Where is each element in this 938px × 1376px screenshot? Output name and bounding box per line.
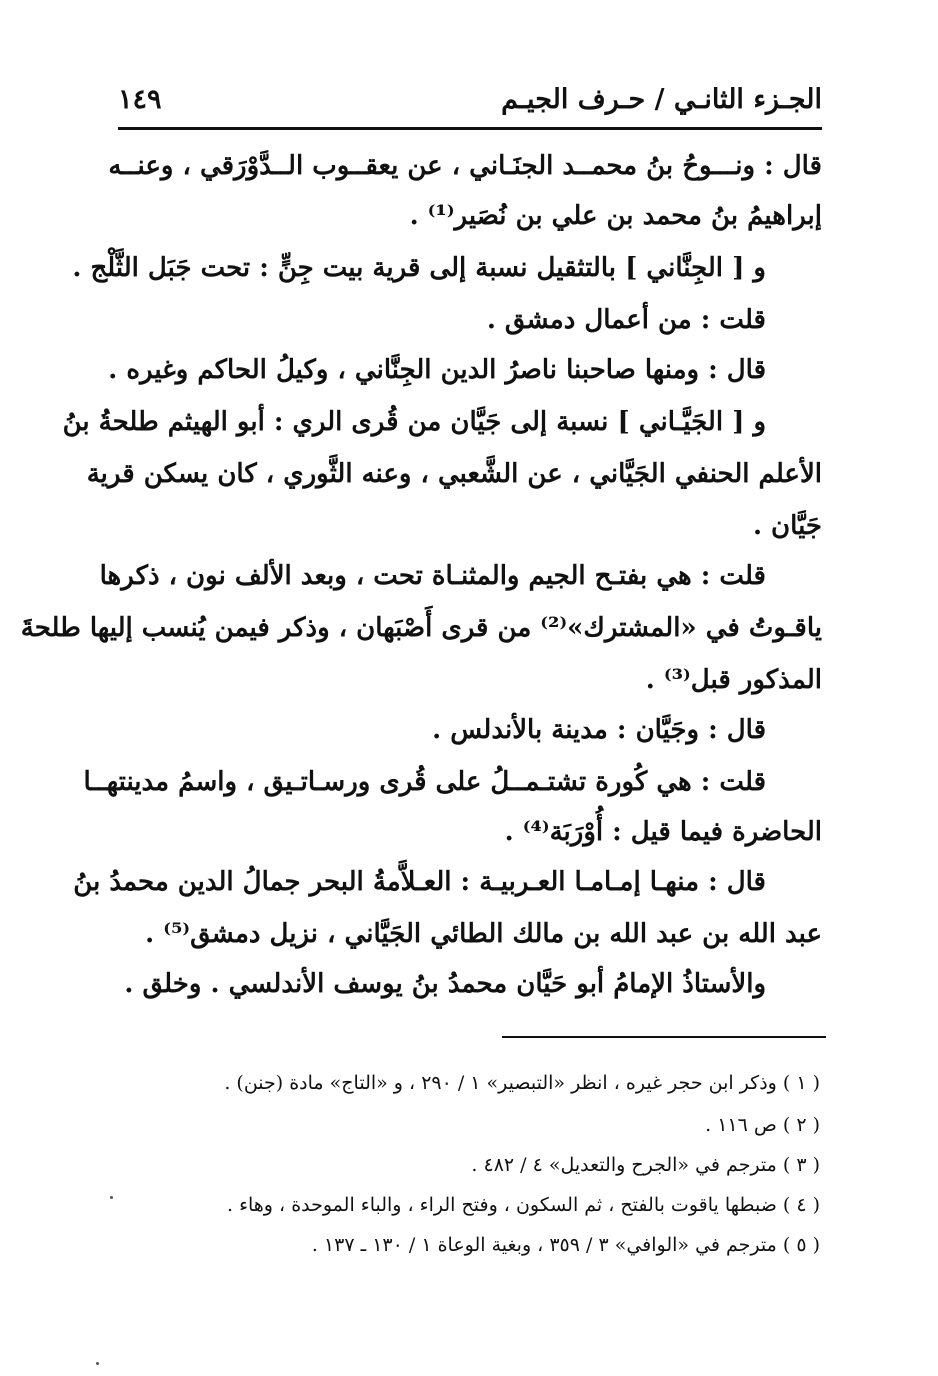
- text-line: عبد الله بن عبد الله بن مالك الطائي الجَيَّاني ، نزيل دمشق⁽⁵⁾ .: [145, 919, 822, 949]
- footnote: ( ٥ ) مترجم في «الوافي» ٣ / ٣٥٩ ، وبغية الوعاة ١ / ١٣٠ ـ ١٣٧ .: [311, 1234, 820, 1256]
- text-line: قال : ونـــوحُ بنُ محمــد الجنَـاني ، عن يعقــوب الــدَّوْرَقي ، وعنــه: [108, 151, 822, 181]
- scan-speck: [96, 1362, 99, 1365]
- footnote: ( ٢ ) ص ١١٦ .: [705, 1114, 820, 1136]
- text-line: و [ الجَيَّـاني ] نسبة إلى جَيَّان من قُرى الري : أبو الهيثم طلحةُ بنُ: [62, 407, 766, 437]
- text-line: قال : ومنها صاحبنا ناصرُ الدين الجِنَّاني ، وكيلُ الحاكم وغيره .: [108, 355, 766, 385]
- text-line: قلت : من أعمال دمشق .: [486, 305, 766, 335]
- footnote-divider: [502, 1036, 826, 1038]
- running-head: الجـزء الثانـي / حـرف الجيـم: [501, 84, 822, 115]
- scan-speck: [110, 1196, 113, 1199]
- text-line: قال : منهـا إمـامـا العـربيـة : العـلاَّمةُ البحر جمالُ الدين محمدُ بنُ: [73, 867, 766, 897]
- footnote: ( ٤ ) ضبطها ياقوت بالفتح ، ثم السكون ، وفتح الراء ، والباء الموحدة ، وهاء .: [226, 1194, 820, 1216]
- text-line: و [ الجِنَّاني ] بالتثقيل نسبة إلى قرية بيت جِنٍّ : تحت جَبَل الثَّلْج .: [72, 253, 766, 283]
- text-line: المذكور قبل⁽³⁾ .: [645, 665, 822, 695]
- text-line: ياقـوتُ في «المشترك»⁽²⁾ من قرى أَصْبَهان ، وذكر فيمن يُنسب إليها طلحةَ: [20, 613, 822, 643]
- text-line: جَيَّان .: [752, 511, 822, 541]
- text-line: قلت : هي بفتـح الجيم والمثنـاة تحت ، وبعد الألف نون ، ذكرها: [99, 561, 766, 591]
- page-number: ١٤٩: [118, 84, 162, 115]
- text-line: الأعلم الحنفي الجَيَّاني ، عن الشَّعبي ، وعنه الثَّوري ، كان يسكن قرية: [86, 459, 822, 489]
- footnote: ( ٣ ) مترجم في «الجرح والتعديل» ٤ / ٤٨٢ .: [471, 1154, 820, 1176]
- text-line: إبراهيمُ بنُ محمد بن علي بن نُصَير⁽¹⁾ .: [409, 201, 822, 231]
- text-line: قلت : هي كُورة تشتـمــلُ على قُرى ورسـاتـيق ، واسمُ مدينتهــا: [83, 767, 766, 797]
- text-line: الحاضرة فيما قيل : أُوْرَبَة⁽⁴⁾ .: [504, 817, 822, 847]
- footnote: ( ١ ) وذكر ابن حجر غيره ، انظر «التبصير» ١ / ٢٩٠ ، و «التاج» مادة (جنن) .: [224, 1072, 820, 1094]
- text-line: والأستاذُ الإمامُ أبو حَيَّان محمدُ بنُ يوسف الأندلسي . وخلق .: [124, 969, 766, 999]
- text-line: قال : وجَيَّان : مدينة بالأندلس .: [432, 715, 766, 745]
